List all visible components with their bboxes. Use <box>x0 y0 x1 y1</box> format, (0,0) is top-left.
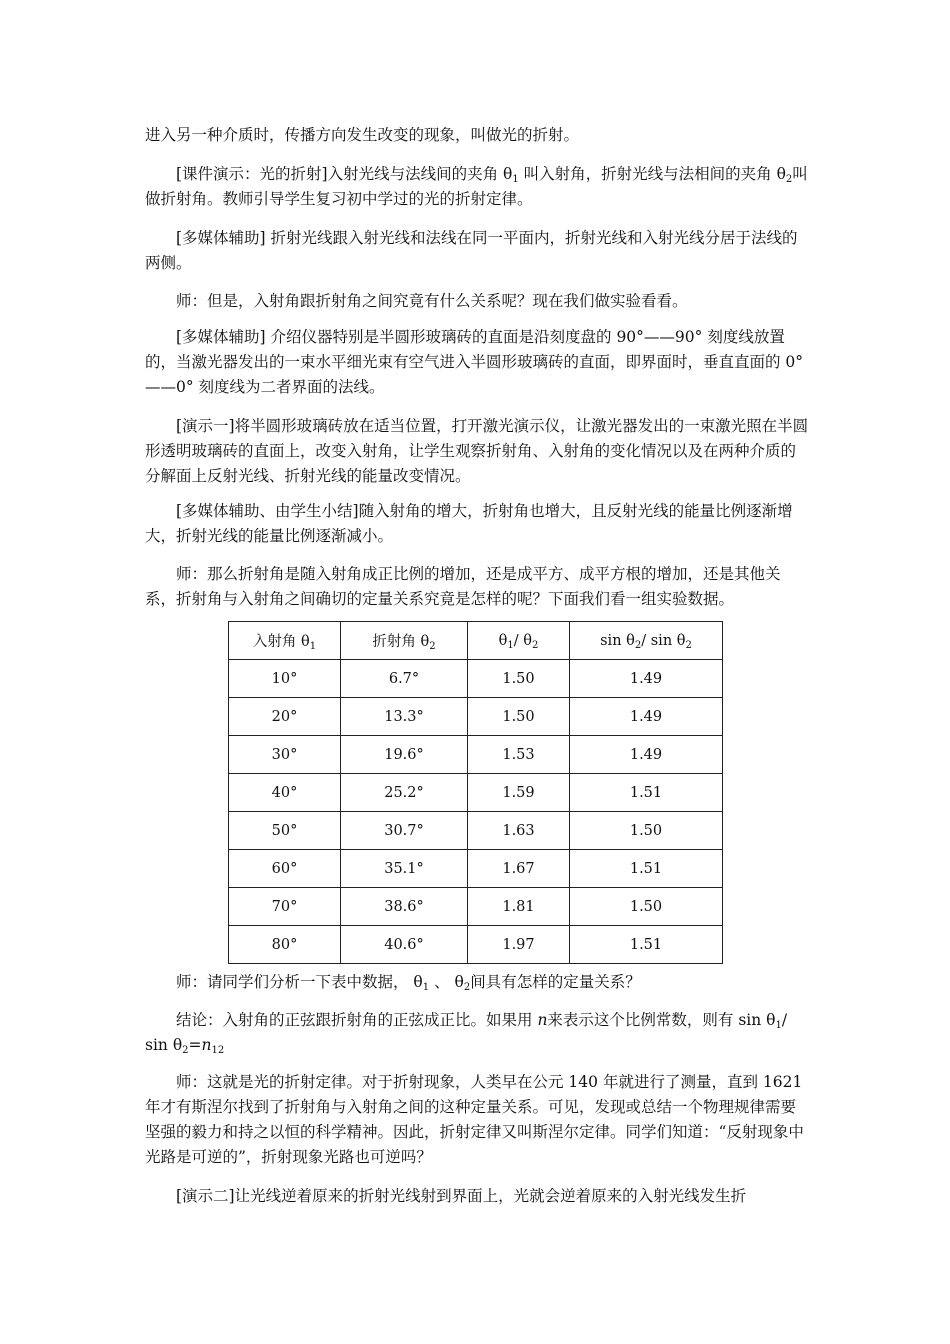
paragraph-courseware-demo: [课件演示：光的折射]入射光线与法线间的夹角 $\theta_1$ 叫入射角，折射光线与法相间的夹角 $\theta_2$叫做折射角。教师引导学生复习初中学过的光的折射定律。 <box>145 165 808 208</box>
table-row <box>229 850 723 888</box>
paragraph-teacher-question-1: 师：但是，入射角跟折射角之间究竟有什么关系呢？现在我们做实验看看。 <box>176 292 688 310</box>
table-cell: 40° <box>229 774 341 812</box>
table-cell: 1.49 <box>570 698 723 736</box>
header-angle-ratio: $\theta_1/$ $\theta_2$ <box>468 622 570 660</box>
header-incidence-angle: 入射角 $\theta_1$ <box>229 622 341 660</box>
table-cell: 13.3° <box>341 698 468 736</box>
table-cell: 25.2° <box>341 774 468 812</box>
header-refraction-angle: 折射角 $\theta_2$ <box>341 622 468 660</box>
paragraph-demo-1: [演示一]将半圆形玻璃砖放在适当位置，打开激光演示仪，让激光器发出的一束激光照在半圆形透明玻璃砖的直面上，改变入射角，让学生观察折射角、入射角的变化情况以及在两种介质的分解面上反射光线、折射光线的能量改变情况。 <box>145 417 809 485</box>
table-row <box>229 774 723 812</box>
table-cell: 1.49 <box>570 736 723 774</box>
table-cell: 19.6° <box>341 736 468 774</box>
paragraph-multimedia-1: [多媒体辅助] 折射光线跟入射光线和法线在同一平面内，折射光线和入射光线分居于法线的两侧。 <box>145 229 798 272</box>
table-row <box>229 888 723 926</box>
table-cell: 1.50 <box>570 888 723 926</box>
paragraph-teacher-question-3: 师：请同学们分析一下表中数据， $\theta_1$ 、 $\theta_2$间具有怎样的定量关系？ <box>176 973 641 993</box>
table-cell: 30.7° <box>341 812 468 850</box>
table-cell: 40.6° <box>341 926 468 964</box>
paragraph-snell-law: 师：这就是光的折射定律。对于折射现象，人类早在公元 140 年就进行了测量，直到 1621 年才有斯涅尔找到了折射角与入射角之间的这种定量关系。可见，发现或总结一个物理规律需要坚强的毅力和持之以恒的科学精神。因此，折射定律又叫斯涅尔定律。同学们知道：“反射现象中光路是可逆的”，折射现象光路也可逆吗？ <box>145 1073 804 1166</box>
table-header-row <box>229 622 723 660</box>
table-cell: 1.50 <box>468 660 570 698</box>
paragraph-conclusion: 结论：入射角的正弦跟折射角的正弦成正比。如果用 n来表示这个比例常数，则有 $\sin \theta_1/$ $\sin \theta_2=n_{12}$ <box>145 1011 788 1056</box>
table-cell: 1.50 <box>570 812 723 850</box>
paragraph-teacher-question-2: 师：那么折射角是随入射角成正比例的增加，还是成平方、成平方根的增加，还是其他关系，折射角与入射角之间确切的定量关系究竟是怎样的呢？下面我们看一组实验数据。 <box>145 565 781 608</box>
table-cell: 1.59 <box>468 774 570 812</box>
paragraph-demo-2: [演示二]让光线逆着原来的折射光线射到界面上，光就会逆着原来的入射光线发生折 <box>176 1187 747 1205</box>
table-cell: 20° <box>229 698 341 736</box>
table-cell: 10° <box>229 660 341 698</box>
table-cell: 1.63 <box>468 812 570 850</box>
table-cell: 1.49 <box>570 660 723 698</box>
table-row <box>229 736 723 774</box>
table-cell: 60° <box>229 850 341 888</box>
table-cell: 80° <box>229 926 341 964</box>
table-cell: 6.7° <box>341 660 468 698</box>
table-row <box>229 812 723 850</box>
paragraph-multimedia-summary: [多媒体辅助、由学生小结]随入射角的增大，折射角也增大，且反射光线的能量比例逐渐增大，折射光线的能量比例逐渐减小。 <box>145 502 793 545</box>
table-cell: 70° <box>229 888 341 926</box>
table-cell: 1.50 <box>468 698 570 736</box>
table-cell: 1.51 <box>570 926 723 964</box>
table-cell: 38.6° <box>341 888 468 926</box>
paragraph-refraction-definition: 进入另一种介质时，传播方向发生改变的现象，叫做光的折射。 <box>145 126 580 144</box>
table-cell: 1.51 <box>570 774 723 812</box>
table-row <box>229 698 723 736</box>
table-cell: 1.67 <box>468 850 570 888</box>
header-sine-ratio: $\sin \theta_2/$ $\sin \theta_2$ <box>570 622 723 660</box>
table-row <box>229 926 723 964</box>
table-cell: 30° <box>229 736 341 774</box>
refraction-data-table <box>228 621 723 964</box>
table-cell: 1.51 <box>570 850 723 888</box>
table-cell: 1.97 <box>468 926 570 964</box>
table-cell: 50° <box>229 812 341 850</box>
table-cell: 35.1° <box>341 850 468 888</box>
table-cell: 1.81 <box>468 888 570 926</box>
table-row <box>229 660 723 698</box>
table-cell: 1.53 <box>468 736 570 774</box>
paragraph-multimedia-2: [多媒体辅助] 介绍仪器特别是半圆形玻璃砖的直面是沿刻度盘的 90°——90° 刻度线放置的，当激光器发出的一束水平细光束有空气进入半圆形玻璃砖的直面，即界面时，垂直直面的 0°——0° 刻度线为二者界面的法线。 <box>145 328 804 396</box>
